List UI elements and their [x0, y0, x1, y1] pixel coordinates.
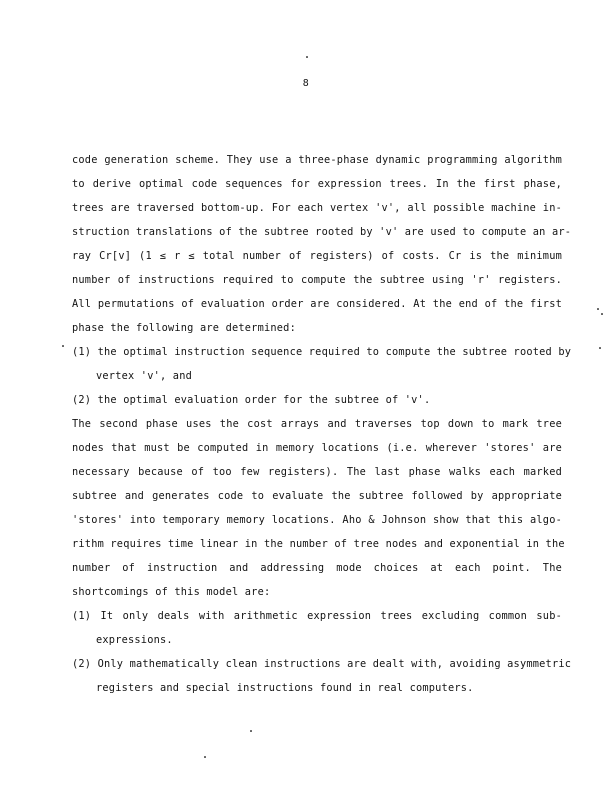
scan-speck	[204, 756, 206, 758]
text-line: rithm requires time linear in the number of tree nodes and exponential in the	[72, 538, 565, 550]
text-line: number of instruction and addressing mode choices at each point. The	[72, 562, 562, 574]
scan-speck	[601, 313, 603, 315]
page-number: 8	[302, 78, 310, 89]
shortcoming-2-line: (2) Only mathematically clean instructions are dealt with, avoiding asymmetric	[72, 658, 572, 670]
shortcoming-2-continuation: registers and special instructions found in real computers.	[96, 682, 474, 694]
text-line: ray Cr[v] (1 ≤ r ≤ total number of registers) of costs. Cr is the minimum	[72, 250, 562, 262]
text-line: nodes that must be computed in memory locations (i.e. wherever 'stores' are	[72, 442, 562, 454]
scan-speck	[597, 308, 599, 310]
text-line: struction translations of the subtree rooted by 'v' are used to compute an ar-	[72, 226, 572, 238]
text-line: necessary because of too few registers). The last phase walks each marked	[72, 466, 562, 478]
text-line: 'stores' into temporary memory locations. Aho & Johnson show that this algo-	[72, 514, 562, 526]
scan-speck	[62, 345, 64, 347]
scan-speck	[306, 56, 308, 58]
list-item-2-line: (2) the optimal evaluation order for the subtree of 'v'.	[72, 394, 431, 406]
scan-speck	[599, 347, 601, 349]
text-line: code generation scheme. They use a three-phase dynamic programming algorithm	[72, 154, 562, 166]
text-line: phase the following are determined:	[72, 322, 296, 334]
shortcoming-1-line: (1) It only deals with arithmetic expression trees excluding common sub-	[72, 610, 562, 622]
text-line: trees are traversed bottom-up. For each vertex 'v', all possible machine in-	[72, 202, 562, 214]
text-line: All permutations of evaluation order are considered. At the end of the first	[72, 298, 562, 310]
list-item-1-line: (1) the optimal instruction sequence required to compute the subtree rooted by	[72, 346, 572, 358]
scan-speck	[250, 730, 252, 732]
shortcoming-1-continuation: expressions.	[96, 634, 173, 646]
text-line: number of instructions required to compute the subtree using 'r' registers.	[72, 274, 562, 286]
text-line: The second phase uses the cost arrays and traverses top down to mark tree	[72, 418, 562, 430]
text-line: subtree and generates code to evaluate the subtree followed by appropriate	[72, 490, 562, 502]
text-line: shortcomings of this model are:	[72, 586, 271, 598]
list-item-1-continuation: vertex 'v', and	[96, 370, 192, 382]
text-line: to derive optimal code sequences for expression trees. In the first phase,	[72, 178, 562, 190]
